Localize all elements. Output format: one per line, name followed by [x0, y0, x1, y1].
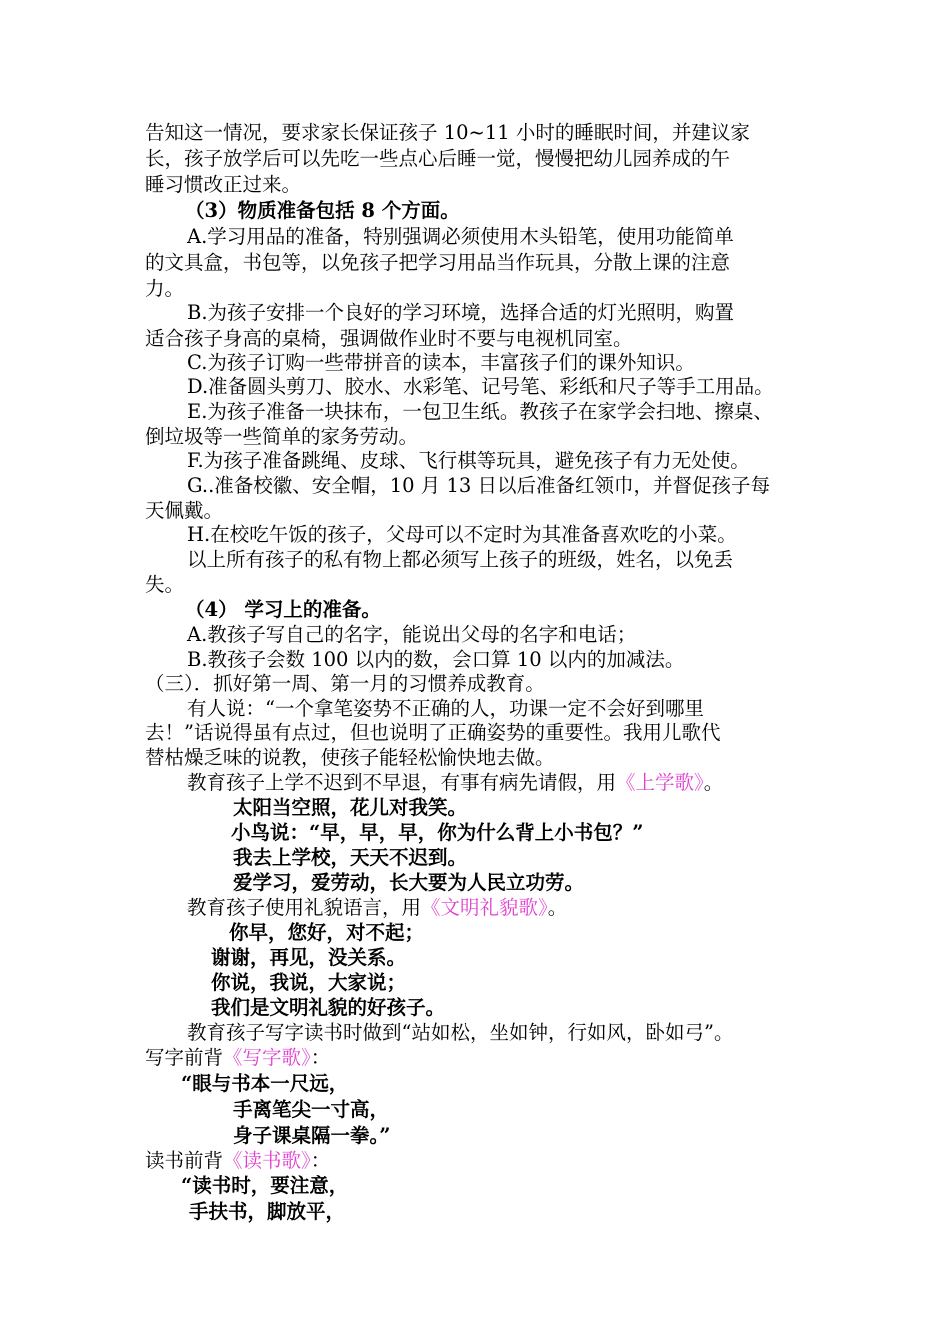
song-line: 我们是文明礼貌的好孩子。 [211, 996, 446, 1019]
paragraph-line [145, 1148, 330, 1174]
line-punct: ： [310, 1046, 331, 1069]
paragraph-line: 天佩戴。 [145, 499, 224, 522]
section-heading-three: （三）．抓好第一周、第一月的习惯养成教育。 [145, 672, 545, 695]
song-line: “读书时，要注意， [181, 1174, 349, 1197]
line-punct: 。 [703, 771, 724, 794]
paragraph-line: 失。 [145, 573, 185, 596]
line-text: 教育孩子使用礼貌语言，用 [187, 896, 422, 919]
paragraph-line: C.为孩子订购一些带拼音的读本，丰富孩子们的课外知识。 [187, 351, 695, 374]
paragraph-line: 长，孩子放学后可以先吃一些点心后睡一觉，慢慢把幼儿园养成的午 [145, 147, 731, 170]
line-text: 写字前背 [145, 1046, 224, 1069]
song-title: 《读书歌》 [223, 1149, 311, 1172]
song-title: 《上学歌》 [616, 771, 704, 794]
paragraph-line: 有人说：“一个拿笔姿势不正确的人，功课一定不会好到哪里 [187, 697, 704, 720]
paragraph-line: G..准备校徽、安全帽，10 月 13 日以后准备红领巾，并督促孩子每 [187, 474, 771, 497]
song-line: 爱学习，爱劳动，长大要为人民立功劳。 [233, 871, 585, 894]
song-line: “眼与书本一尺远， [181, 1072, 349, 1095]
song-title: 《文明礼貌歌》 [421, 896, 548, 919]
paragraph-line: 告知这一情况，要求家长保证孩子 10~11 小时的睡眠时间，并建议家 [145, 121, 750, 144]
line-text: 读书前背 [145, 1149, 224, 1172]
song-line: 小鸟说：“早，早，早，你为什么背上小书包？” [231, 821, 644, 844]
song-line: 你说，我说，大家说； [211, 971, 407, 994]
song-line: 手离笔尖一寸高， [233, 1098, 390, 1121]
paragraph-line: B.为孩子安排一个良好的学习环境，选择合适的灯光照明，购置 [187, 301, 735, 324]
song-line: 身子课桌隔一拳。” [233, 1124, 391, 1147]
song-line: 谢谢，再见，没关系。 [211, 946, 407, 969]
paragraph-line: 教育孩子写字读书时做到“站如松，坐如钟，行如风，卧如弓”。 [187, 1021, 734, 1044]
paragraph-line [187, 770, 723, 796]
line-punct: 。 [547, 896, 568, 919]
song-line: 你早，您好，对不起； [229, 921, 425, 944]
paragraph-line: F.为孩子准备跳绳、皮球、飞行棋等玩具，避免孩子有力无处使。 [187, 449, 750, 472]
paragraph-line: 替枯燥乏味的说教，使孩子能轻松愉快地去做。 [145, 746, 555, 769]
paragraph-line: H.在校吃午饭的孩子，父母可以不定时为其准备喜欢吃的小菜。 [187, 523, 737, 546]
paragraph-line: 力。 [145, 277, 185, 300]
section-heading-3: （3）物质准备包括 8 个方面。 [185, 199, 460, 222]
paragraph-line: 去！”话说得虽有点过，但也说明了正确姿势的重要性。我用儿歌代 [145, 721, 721, 744]
paragraph-line: 以上所有孩子的私有物上都必须写上孩子的班级，姓名，以免丢 [187, 548, 734, 571]
paragraph-line [187, 895, 567, 921]
paragraph-line: A.教孩子写自己的名字，能说出父母的名字和电话； [187, 623, 637, 646]
paragraph-line: B.教孩子会数 100 以内的数，会口算 10 以内的加减法。 [187, 648, 685, 671]
song-line: 手扶书，脚放平， [189, 1200, 346, 1223]
song-line: 太阳当空照，花儿对我笑。 [233, 796, 468, 819]
line-punct: ： [310, 1149, 331, 1172]
paragraph-line: E.为孩子准备一块抹布，一包卫生纸。教孩子在家学会扫地、擦桌、 [187, 400, 773, 423]
paragraph-line: 倒垃圾等一些简单的家务劳动。 [145, 425, 419, 448]
paragraph-line [145, 1045, 330, 1071]
paragraph-line: 适合孩子身高的桌椅，强调做作业时不要与电视机同室。 [145, 327, 633, 350]
section-heading-4: （4） 学习上的准备。 [185, 598, 381, 621]
paragraph-line: A.学习用品的准备，特别强调必须使用木头铅笔，使用功能简单 [187, 225, 734, 248]
line-text: 教育孩子上学不迟到不早退，有事有病先请假，用 [187, 771, 617, 794]
song-line: 我去上学校，天天不迟到。 [233, 846, 468, 869]
paragraph-line: 睡习惯改正过来。 [145, 173, 302, 196]
paragraph-line: D.准备圆头剪刀、胶水、水彩笔、记号笔、彩纸和尺子等手工用品。 [187, 375, 774, 398]
song-title: 《写字歌》 [223, 1046, 311, 1069]
paragraph-line: 的文具盒，书包等，以免孩子把学习用品当作玩具，分散上课的注意 [145, 251, 731, 274]
